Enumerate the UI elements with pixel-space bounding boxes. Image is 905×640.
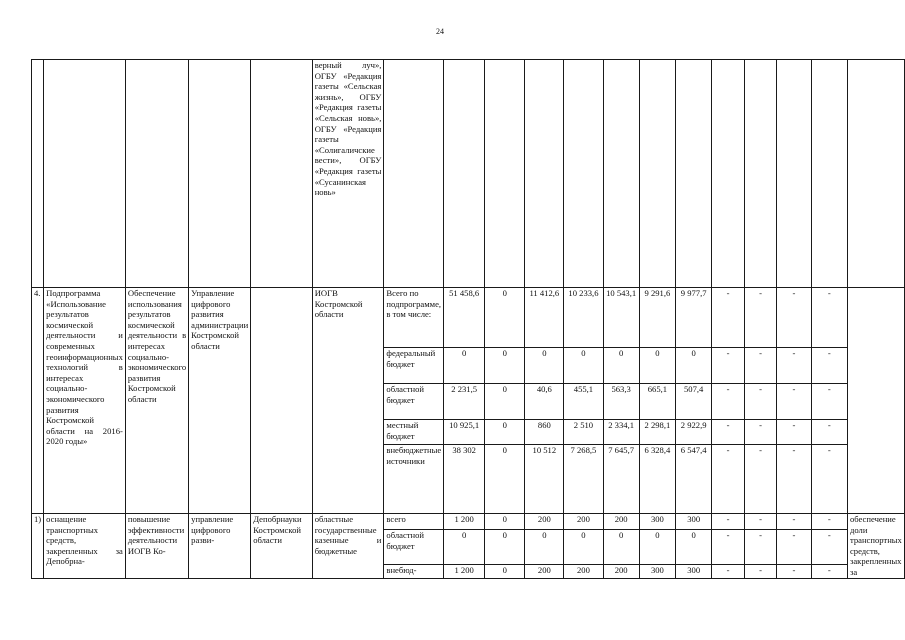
value-cell: 200	[525, 514, 564, 530]
value-cell: -	[744, 564, 777, 578]
value-cell: 0	[639, 530, 675, 565]
subprogram-number: 4.	[32, 288, 44, 514]
value-cell: 200	[525, 564, 564, 578]
value-cell: 455,1	[564, 384, 603, 420]
value-cell: -	[744, 384, 777, 420]
subprogram-task: Управление цифрового развития администрации Костромской области	[189, 288, 251, 514]
measure-executor: Депобрнауки Костромской области	[251, 514, 313, 579]
value-cell: 0	[444, 530, 485, 565]
value-cell: -	[712, 564, 745, 578]
measure-responsible: областные государственные казенные и бюджетные	[312, 514, 384, 579]
value-cell: 1 200	[444, 564, 485, 578]
value-cell: 1 200	[444, 514, 485, 530]
value-cell: -	[744, 348, 777, 384]
value-cell: 2 231,5	[444, 384, 485, 420]
subprogram-responsible: ИОГВ Костромской области	[312, 288, 384, 514]
value-cell: 507,4	[676, 384, 712, 420]
value-cell: 300	[639, 514, 675, 530]
value-cell: -	[712, 514, 745, 530]
funding-source-cell: Всего по подпрограмме, в том числе:	[384, 288, 444, 348]
value-cell: 200	[603, 514, 639, 530]
value-cell: -	[744, 420, 777, 445]
value-cell: 0	[603, 530, 639, 565]
value-cell: 665,1	[639, 384, 675, 420]
value-cell: -	[811, 530, 847, 565]
table-row	[32, 60, 905, 288]
subprogram-executor	[251, 288, 313, 514]
value-cell: 9 291,6	[639, 288, 675, 348]
value-cell: 300	[676, 514, 712, 530]
value-cell: 0	[639, 348, 675, 384]
value-cell: -	[744, 288, 777, 348]
value-cell: -	[744, 445, 777, 514]
value-cell: 0	[485, 514, 525, 530]
value-cell: 0	[444, 348, 485, 384]
value-cell: 0	[525, 348, 564, 384]
value-cell: -	[777, 384, 811, 420]
value-cell: 2 334,1	[603, 420, 639, 445]
value-cell: 10 543,1	[603, 288, 639, 348]
value-cell: 0	[485, 445, 525, 514]
value-cell: -	[712, 445, 745, 514]
value-cell: -	[777, 514, 811, 530]
value-cell: -	[811, 384, 847, 420]
measure-number: 1)	[32, 514, 44, 579]
value-cell: 0	[564, 530, 603, 565]
value-cell: 0	[485, 288, 525, 348]
value-cell: 0	[603, 348, 639, 384]
indicator-cell	[847, 288, 904, 514]
value-cell: 40,6	[525, 384, 564, 420]
value-cell: 0	[485, 530, 525, 565]
value-cell: 6 547,4	[676, 445, 712, 514]
value-cell: 7 268,5	[564, 445, 603, 514]
value-cell: 38 302	[444, 445, 485, 514]
value-cell: -	[811, 514, 847, 530]
value-cell: 200	[603, 564, 639, 578]
value-cell: 0	[525, 530, 564, 565]
value-cell: 9 977,7	[676, 288, 712, 348]
value-cell: 0	[564, 348, 603, 384]
value-cell: 300	[676, 564, 712, 578]
value-cell: 563,3	[603, 384, 639, 420]
funding-source-cell: местный бюджет	[384, 420, 444, 445]
value-cell: -	[811, 420, 847, 445]
value-cell: -	[777, 348, 811, 384]
value-cell: 0	[485, 420, 525, 445]
value-cell: 860	[525, 420, 564, 445]
value-cell: 200	[564, 514, 603, 530]
value-cell: 11 412,6	[525, 288, 564, 348]
value-cell: 0	[676, 530, 712, 565]
value-cell: 51 458,6	[444, 288, 485, 348]
page-number: 24	[436, 27, 444, 36]
value-cell: -	[811, 564, 847, 578]
value-cell: -	[811, 445, 847, 514]
funding-source-cell: областной бюджет	[384, 384, 444, 420]
value-cell: -	[777, 288, 811, 348]
value-cell: -	[712, 348, 745, 384]
table-row	[32, 514, 905, 530]
measure-task: управление цифрового разви-	[189, 514, 251, 579]
funding-source-cell: всего	[384, 514, 444, 530]
value-cell: -	[712, 288, 745, 348]
value-cell: 10 925,1	[444, 420, 485, 445]
funding-source-cell: внебюд-	[384, 564, 444, 578]
value-cell: -	[744, 530, 777, 565]
value-cell: 200	[564, 564, 603, 578]
subprogram-goal: Обеспечение использования результатов космической деятельности в интересах социально-экономического развития Костромской области	[125, 288, 188, 514]
value-cell: -	[777, 420, 811, 445]
value-cell: 10 233,6	[564, 288, 603, 348]
value-cell: 2 922,9	[676, 420, 712, 445]
value-cell: -	[777, 564, 811, 578]
value-cell: -	[712, 420, 745, 445]
value-cell: 6 328,4	[639, 445, 675, 514]
measure-indicator: обеспечение доли транспортных средств, закрепленных за	[847, 514, 904, 579]
measure-name: оснащение транспортных средств, закрепленных за Депобрна-	[44, 514, 126, 579]
responsible-continuation-cell: верный луч», ОГБУ «Редакция газеты «Сельская жизнь», ОГБУ «Редакция газеты «Сельская новь», ОГБУ «Редакция газеты «Солигаличские вести», ОГБУ «Редакция газеты «Сусанинская новь»	[312, 60, 384, 288]
value-cell: -	[712, 384, 745, 420]
value-cell: -	[811, 288, 847, 348]
value-cell: -	[811, 348, 847, 384]
funding-source-cell: внебюджетные источники	[384, 445, 444, 514]
value-cell: 10 512	[525, 445, 564, 514]
value-cell: 7 645,7	[603, 445, 639, 514]
value-cell: -	[744, 514, 777, 530]
value-cell: 0	[485, 348, 525, 384]
measure-goal: повышение эффективности деятельности ИОГВ Ко-	[125, 514, 188, 579]
budget-table	[31, 59, 905, 579]
table-row	[32, 288, 905, 348]
value-cell: 300	[639, 564, 675, 578]
subprogram-name: Подпрограмма «Использование результатов космической деятельности и современных геоинформационных технологий в интересах социально-экономического развития Костромской области на 2016-2020 годы»	[44, 288, 126, 514]
value-cell: 2 510	[564, 420, 603, 445]
value-cell: 2 298,1	[639, 420, 675, 445]
value-cell: -	[777, 530, 811, 565]
value-cell: 0	[676, 348, 712, 384]
funding-source-cell: областной бюджет	[384, 530, 444, 565]
value-cell: -	[712, 530, 745, 565]
funding-source-cell: федеральный бюджет	[384, 348, 444, 384]
value-cell: 0	[485, 564, 525, 578]
value-cell: -	[777, 445, 811, 514]
value-cell: 0	[485, 384, 525, 420]
